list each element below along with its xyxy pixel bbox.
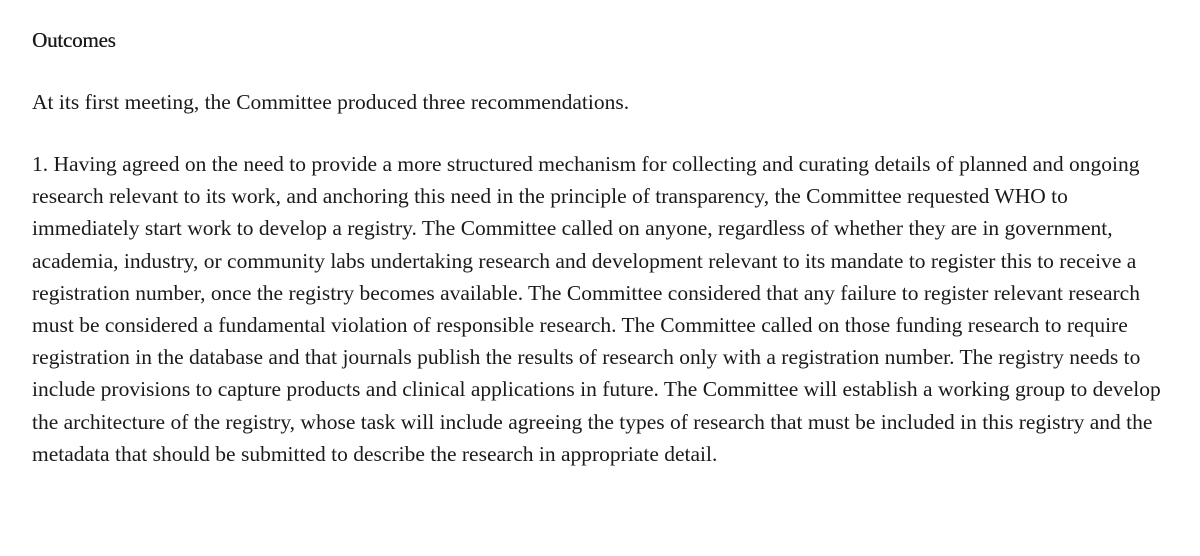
section-heading: Outcomes — [32, 28, 116, 52]
intro-paragraph: At its first meeting, the Committee produced three recommendations. — [32, 90, 630, 114]
document-body — [32, 24, 1172, 470]
recommendation-paragraph: 1. Having agreed on the need to provide a more structured mechanism for collecting and curating details of planned and ongoing research relevant to its work, and anchoring this need in the principle of transparency, the Committee requested WHO to immediately start work to develop a registry. The Committee called on anyone, regardless of whether they are in government, academia, industry, or community labs undertaking research and development relevant to its mandate to register this to receive a registration number, once the registry becomes available. The Committee considered that any failure to register relevant research must be considered a fundamental violation of responsible research. The Committee called on those funding research to require registration in the database and that journals publish the results of research only with a registration number. The registry needs to include provisions to capture products and clinical applications in future. The Committee will establish a working group to develop the architecture of the registry, whose task will include agreeing the types of research that must be included in this registry and the metadata that should be submitted to describe the research in appropriate detail. — [32, 152, 1161, 466]
